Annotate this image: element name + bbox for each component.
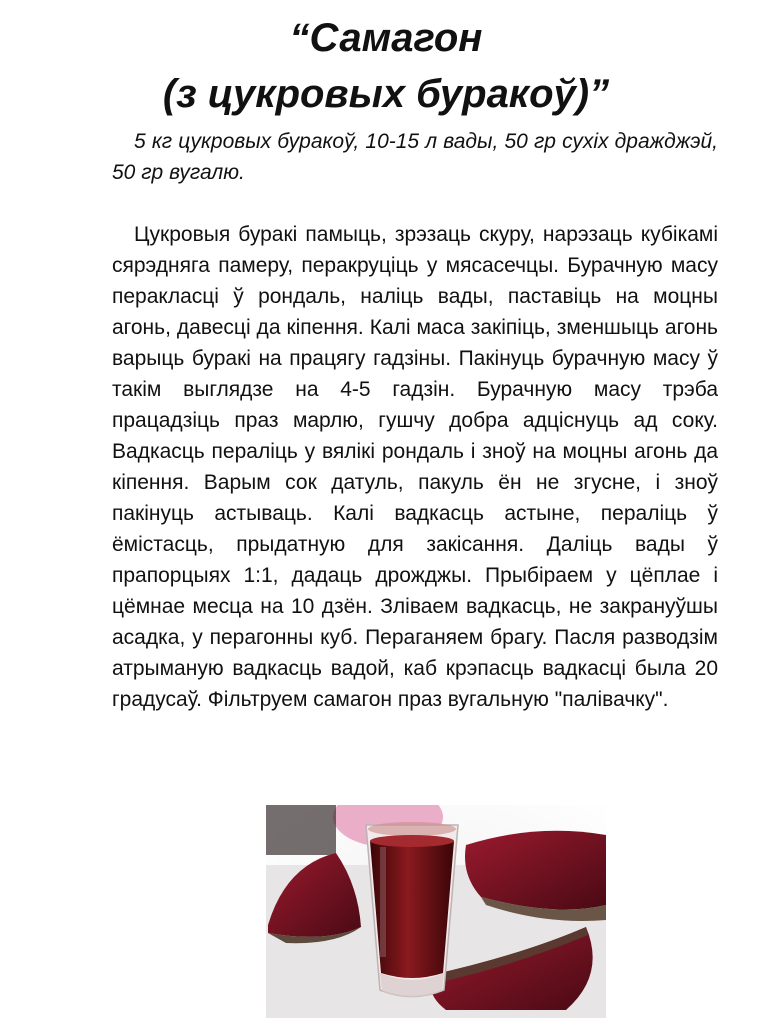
moonshine-beet-photo (266, 805, 606, 1018)
page-title-line-1: “Самагон (289, 16, 483, 60)
recipe-instructions: Цукровыя буракі памыць, зрэзаць скуру, нарэзаць кубікамі сярэдняга памеру, перакруціць у мясасечцы. Бурачную масу перакласці ў рондаль, наліць вады, паставіць на моцны агонь, давесці да кіпення. Калі маса закіпіць, зменшыць агонь варыць буракі на працягу гадзіны. Пакінуць бурачную масу ў такім выглядзе на 4-5 гадзін. Бурачную масу трэба працадзіць праз марлю, гушчу добра адціснуць ад соку. Вадкасць пераліць у вялікі рондаль і зноў на моцны агонь да кіпення. Варым сок датуль, пакуль ён не згусне, і зноў пакінуць астываць. Калі вадкасць астыне, пераліць ў ёмістасць, прыдатную для закісання. Даліць вады ў прапорцыях 1:1, дадаць дрожджы. Прыбіраем у цёплае і цёмнае месца на 10 дзён. Зліваем вадкасць, не закрануўшы асадка, у перагонны куб. Пераганяем брагу. Пасля разводзім атрыманую вадкасць вадой, каб крэпасць вадкасці была 20 градусаў. Фільтруем самагон праз вугальную "палівачку". (112, 223, 718, 711)
beet-right (465, 831, 606, 910)
page-title-line-2: (з цукровых буракоў)” (162, 72, 610, 116)
ingredients-list: 5 кг цукровых буракоў, 10-15 л вады, 50 гр сухіх дражджэй, 50 гр вугалю. (112, 130, 718, 184)
